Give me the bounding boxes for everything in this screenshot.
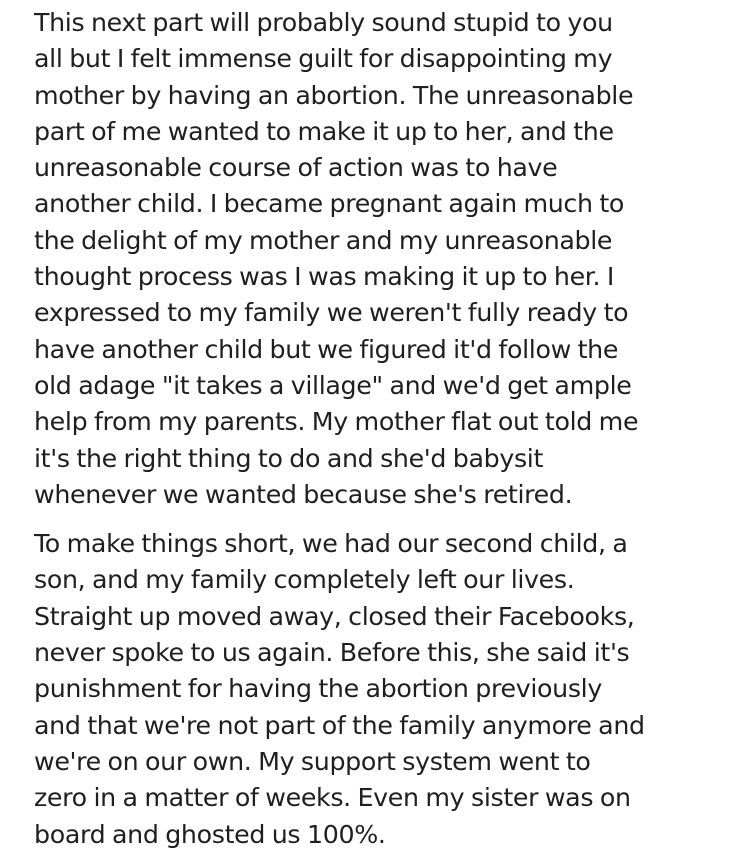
text-line: another child. I became pregnant again much to <box>34 189 625 219</box>
text-line: expressed to my family we weren't fully ready to <box>34 298 629 328</box>
text-line: help from my parents. My mother flat out told me <box>34 407 639 437</box>
text-line: board and ghosted us 100%. <box>34 819 386 849</box>
paragraph-2 <box>34 526 734 853</box>
text-line: the delight of my mother and my unreasonable <box>34 225 613 255</box>
text-line: zero in a matter of weeks. Even my sister was on <box>34 783 631 813</box>
paragraph-gap <box>34 513 734 526</box>
text-line: all but I felt immense guilt for disappointing my <box>34 44 613 74</box>
text-line: it's the right thing to do and she'd babysit <box>34 443 544 473</box>
text-line: unreasonable course of action was to have <box>34 153 558 183</box>
text-line: part of me wanted to make it up to her, and the <box>34 116 614 146</box>
text-line: and that we're not part of the family anymore and <box>34 710 645 740</box>
text-line: Straight up moved away, closed their Facebooks, <box>34 601 635 631</box>
text-line: To make things short, we had our second child, a <box>34 529 628 559</box>
post-text <box>34 5 734 853</box>
text-line: This next part will probably sound stupid to you <box>34 8 613 37</box>
text-line: never spoke to us again. Before this, she said it's <box>34 638 630 668</box>
paragraph-1 <box>34 5 734 513</box>
text-line: son, and my family completely left our lives. <box>34 565 575 595</box>
text-line: punishment for having the abortion previously <box>34 674 602 704</box>
text-line: old adage "it takes a village" and we'd get ample <box>34 370 632 400</box>
text-line: thought process was I was making it up to her. I <box>34 262 615 292</box>
text-line: we're on our own. My support system went to <box>34 746 591 776</box>
text-line: have another child but we figured it'd follow the <box>34 334 619 364</box>
text-line: whenever we wanted because she's retired. <box>34 479 573 509</box>
text-line: mother by having an abortion. The unreasonable <box>34 80 634 110</box>
